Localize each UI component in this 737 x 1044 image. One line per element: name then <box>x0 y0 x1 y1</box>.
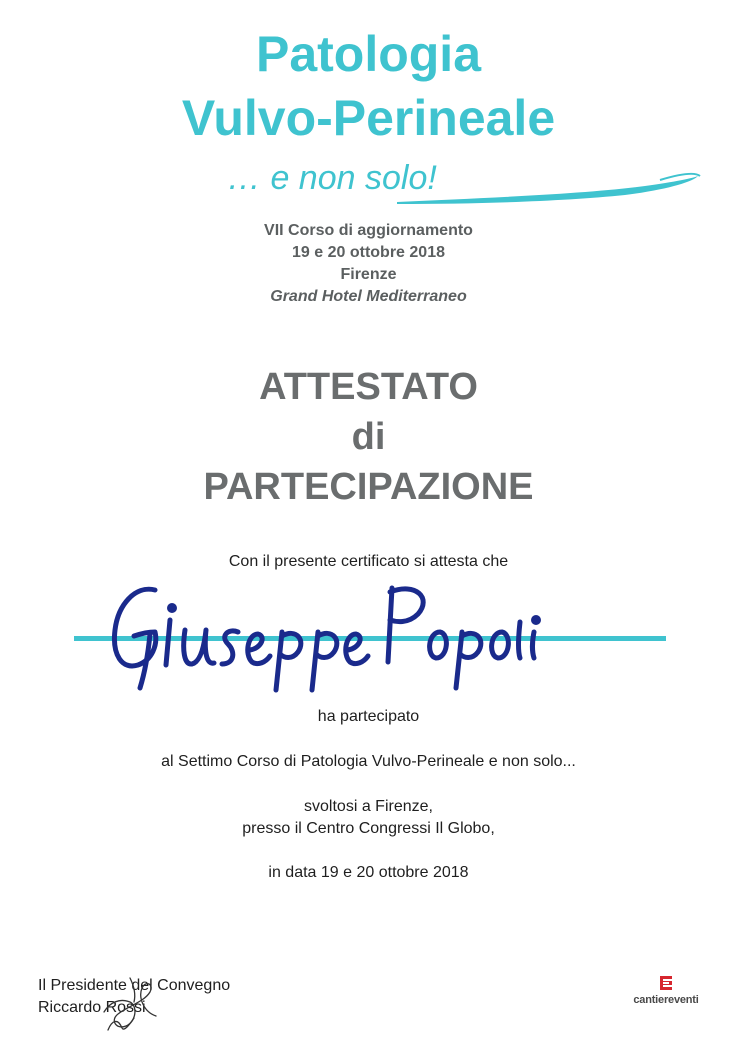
certificate-heading-attestato: ATTESTATO <box>259 366 478 408</box>
course-dates: 19 e 20 ottobre 2018 <box>292 244 445 261</box>
date-line: in data 19 e 20 ottobre 2018 <box>268 864 469 881</box>
participant-name-signature <box>100 570 550 695</box>
course-venue: Grand Hotel Mediterraneo <box>270 288 467 305</box>
swoosh-decoration <box>395 168 705 208</box>
course-edition: VII Corso di aggiornamento <box>264 222 473 239</box>
certificate-heading-partecipazione: PARTECIPAZIONE <box>203 466 534 508</box>
event-title-line2: Vulvo-Perineale <box>181 90 556 146</box>
course-description: al Settimo Corso di Patologia Vulvo-Perineale e non solo... <box>161 753 576 770</box>
participation-statement: ha partecipato <box>317 708 420 725</box>
organizer-logo-text: cantiereventi <box>633 994 699 1006</box>
certificate-intro: Con il presente certificato si attesta che <box>228 553 509 570</box>
event-title-line1: Patologia <box>255 26 482 82</box>
signatory-name: Riccardo Rossi <box>38 999 146 1016</box>
president-signature <box>100 972 170 1036</box>
certificate-heading-di: di <box>351 416 386 458</box>
signatory-role: Il Presidente del Convegno <box>38 977 231 994</box>
cantiereventi-logo-icon <box>660 976 672 990</box>
location-line-1: svoltosi a Firenze, <box>304 798 433 815</box>
organizer-logo <box>626 976 706 1006</box>
event-tagline: … e non solo! <box>227 159 437 197</box>
course-city: Firenze <box>340 266 397 283</box>
location-line-2: presso il Centro Congressi Il Globo, <box>242 820 495 837</box>
